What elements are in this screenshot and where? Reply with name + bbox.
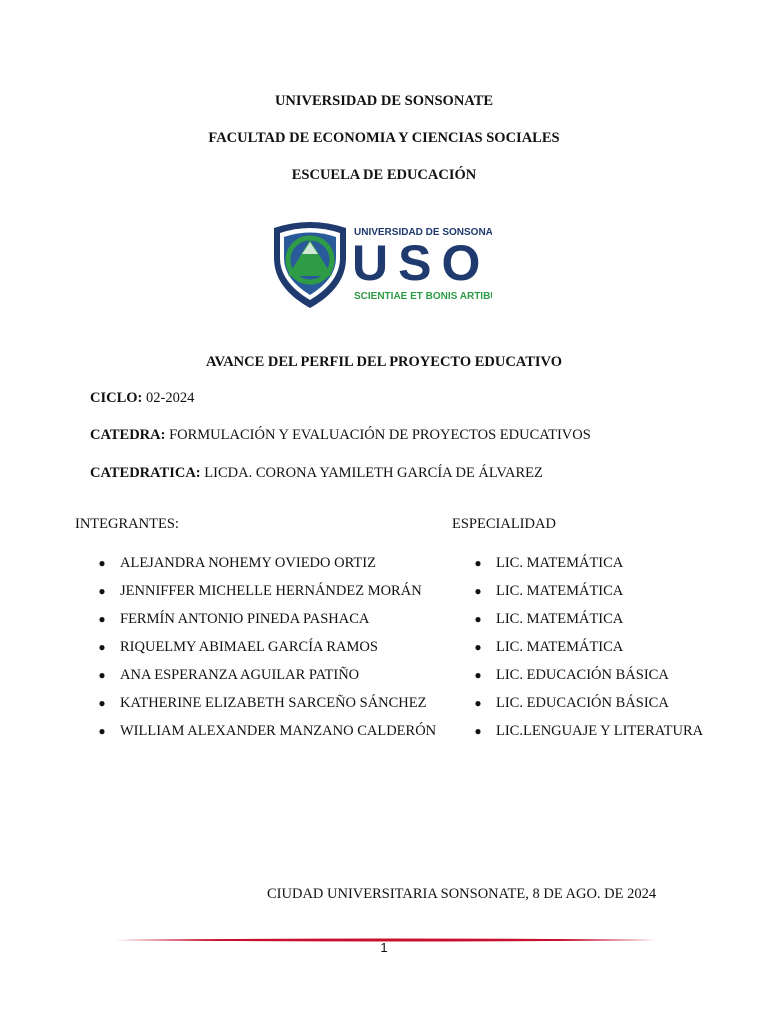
- bullet-icon: ●: [474, 584, 482, 598]
- bullet-icon: ●: [474, 556, 482, 570]
- bullet-icon: ●: [98, 640, 106, 654]
- list-item: [96, 577, 436, 605]
- specialty-name: LIC. MATEMÁTICA: [496, 611, 624, 627]
- specialty-name: LIC.LENGUAJE Y LITERATURA: [496, 723, 704, 739]
- catedratica-line: [90, 465, 543, 482]
- bullet-icon: ●: [474, 696, 482, 710]
- bullet-icon: ●: [98, 724, 106, 738]
- list-item: [96, 549, 436, 577]
- list-item: [472, 717, 703, 745]
- bullet-icon: ●: [474, 724, 482, 738]
- catedratica-label: CATEDRATICA:: [90, 465, 201, 481]
- members-list: [96, 549, 436, 745]
- faculty-heading: FACULTAD DE ECONOMIA Y CIENCIAS SOCIALES: [208, 130, 560, 146]
- member-name: FERMÍN ANTONIO PINEDA PASHACA: [120, 611, 370, 627]
- specialty-header: ESPECIALIDAD: [452, 516, 556, 532]
- list-item: [472, 605, 703, 633]
- specialty-name: LIC. MATEMÁTICA: [496, 639, 624, 655]
- bullet-icon: ●: [98, 584, 106, 598]
- member-name: JENNIFFER MICHELLE HERNÁNDEZ MORÁN: [120, 583, 422, 599]
- bullet-icon: ●: [98, 556, 106, 570]
- ciclo-label: CICLO:: [90, 390, 143, 406]
- list-item: [472, 689, 703, 717]
- specialty-name: LIC. MATEMÁTICA: [496, 555, 624, 571]
- logo-top-text: UNIVERSIDAD DE SONSONATE: [354, 227, 492, 238]
- footer-rule: [115, 930, 657, 936]
- list-item: [96, 661, 436, 689]
- bullet-icon: ●: [474, 612, 482, 626]
- list-item: [96, 633, 436, 661]
- ciclo-value: 02-2024: [142, 390, 195, 406]
- logo-main-text: USO: [352, 235, 491, 291]
- university-logo: [272, 218, 492, 310]
- list-item: [96, 717, 436, 745]
- member-name: KATHERINE ELIZABETH SARCEÑO SÁNCHEZ: [120, 695, 427, 711]
- university-heading: UNIVERSIDAD DE SONSONATE: [274, 93, 494, 109]
- list-item: [96, 689, 436, 717]
- member-name: RIQUELMY ABIMAEL GARCÍA RAMOS: [120, 639, 378, 655]
- bullet-icon: ●: [474, 668, 482, 682]
- member-name: ALEJANDRA NOHEMY OVIEDO ORTIZ: [120, 555, 376, 571]
- specialty-name: LIC. EDUCACIÓN BÁSICA: [496, 667, 669, 683]
- catedra-value: FORMULACIÓN Y EVALUACIÓN DE PROYECTOS EDUCATIVOS: [165, 427, 591, 443]
- specialty-name: LIC. MATEMÁTICA: [496, 583, 624, 599]
- school-heading: ESCUELA DE EDUCACIÓN: [291, 167, 477, 183]
- members-header: INTEGRANTES:: [75, 516, 179, 532]
- list-item: [472, 549, 703, 577]
- bullet-icon: ●: [98, 696, 106, 710]
- page-number: 1: [380, 940, 388, 955]
- logo-motto: SCIENTIAE ET BONIS ARTIBUS: [354, 291, 492, 302]
- bullet-icon: ●: [98, 668, 106, 682]
- member-name: WILLIAM ALEXANDER MANZANO CALDERÓN: [120, 723, 437, 739]
- place-date: CIUDAD UNIVERSITARIA SONSONATE, 8 DE AGO. DE 2024: [267, 886, 657, 902]
- catedratica-value: LICDA. CORONA YAMILETH GARCÍA DE ÁLVAREZ: [200, 465, 543, 481]
- document-title: AVANCE DEL PERFIL DEL PROYECTO EDUCATIVO: [206, 354, 562, 370]
- list-item: [96, 605, 436, 633]
- bullet-icon: ●: [98, 612, 106, 626]
- catedra-line: [90, 427, 591, 444]
- catedra-label: CATEDRA:: [90, 427, 166, 443]
- specialty-name: LIC. EDUCACIÓN BÁSICA: [496, 695, 669, 711]
- bullet-icon: ●: [474, 640, 482, 654]
- ciclo-line: [90, 390, 194, 407]
- list-item: [472, 577, 703, 605]
- list-item: [472, 633, 703, 661]
- uso-shield-logo: [272, 218, 492, 310]
- specialty-list: [472, 549, 703, 745]
- list-item: [472, 661, 703, 689]
- member-name: ANA ESPERANZA AGUILAR PATIÑO: [120, 667, 360, 683]
